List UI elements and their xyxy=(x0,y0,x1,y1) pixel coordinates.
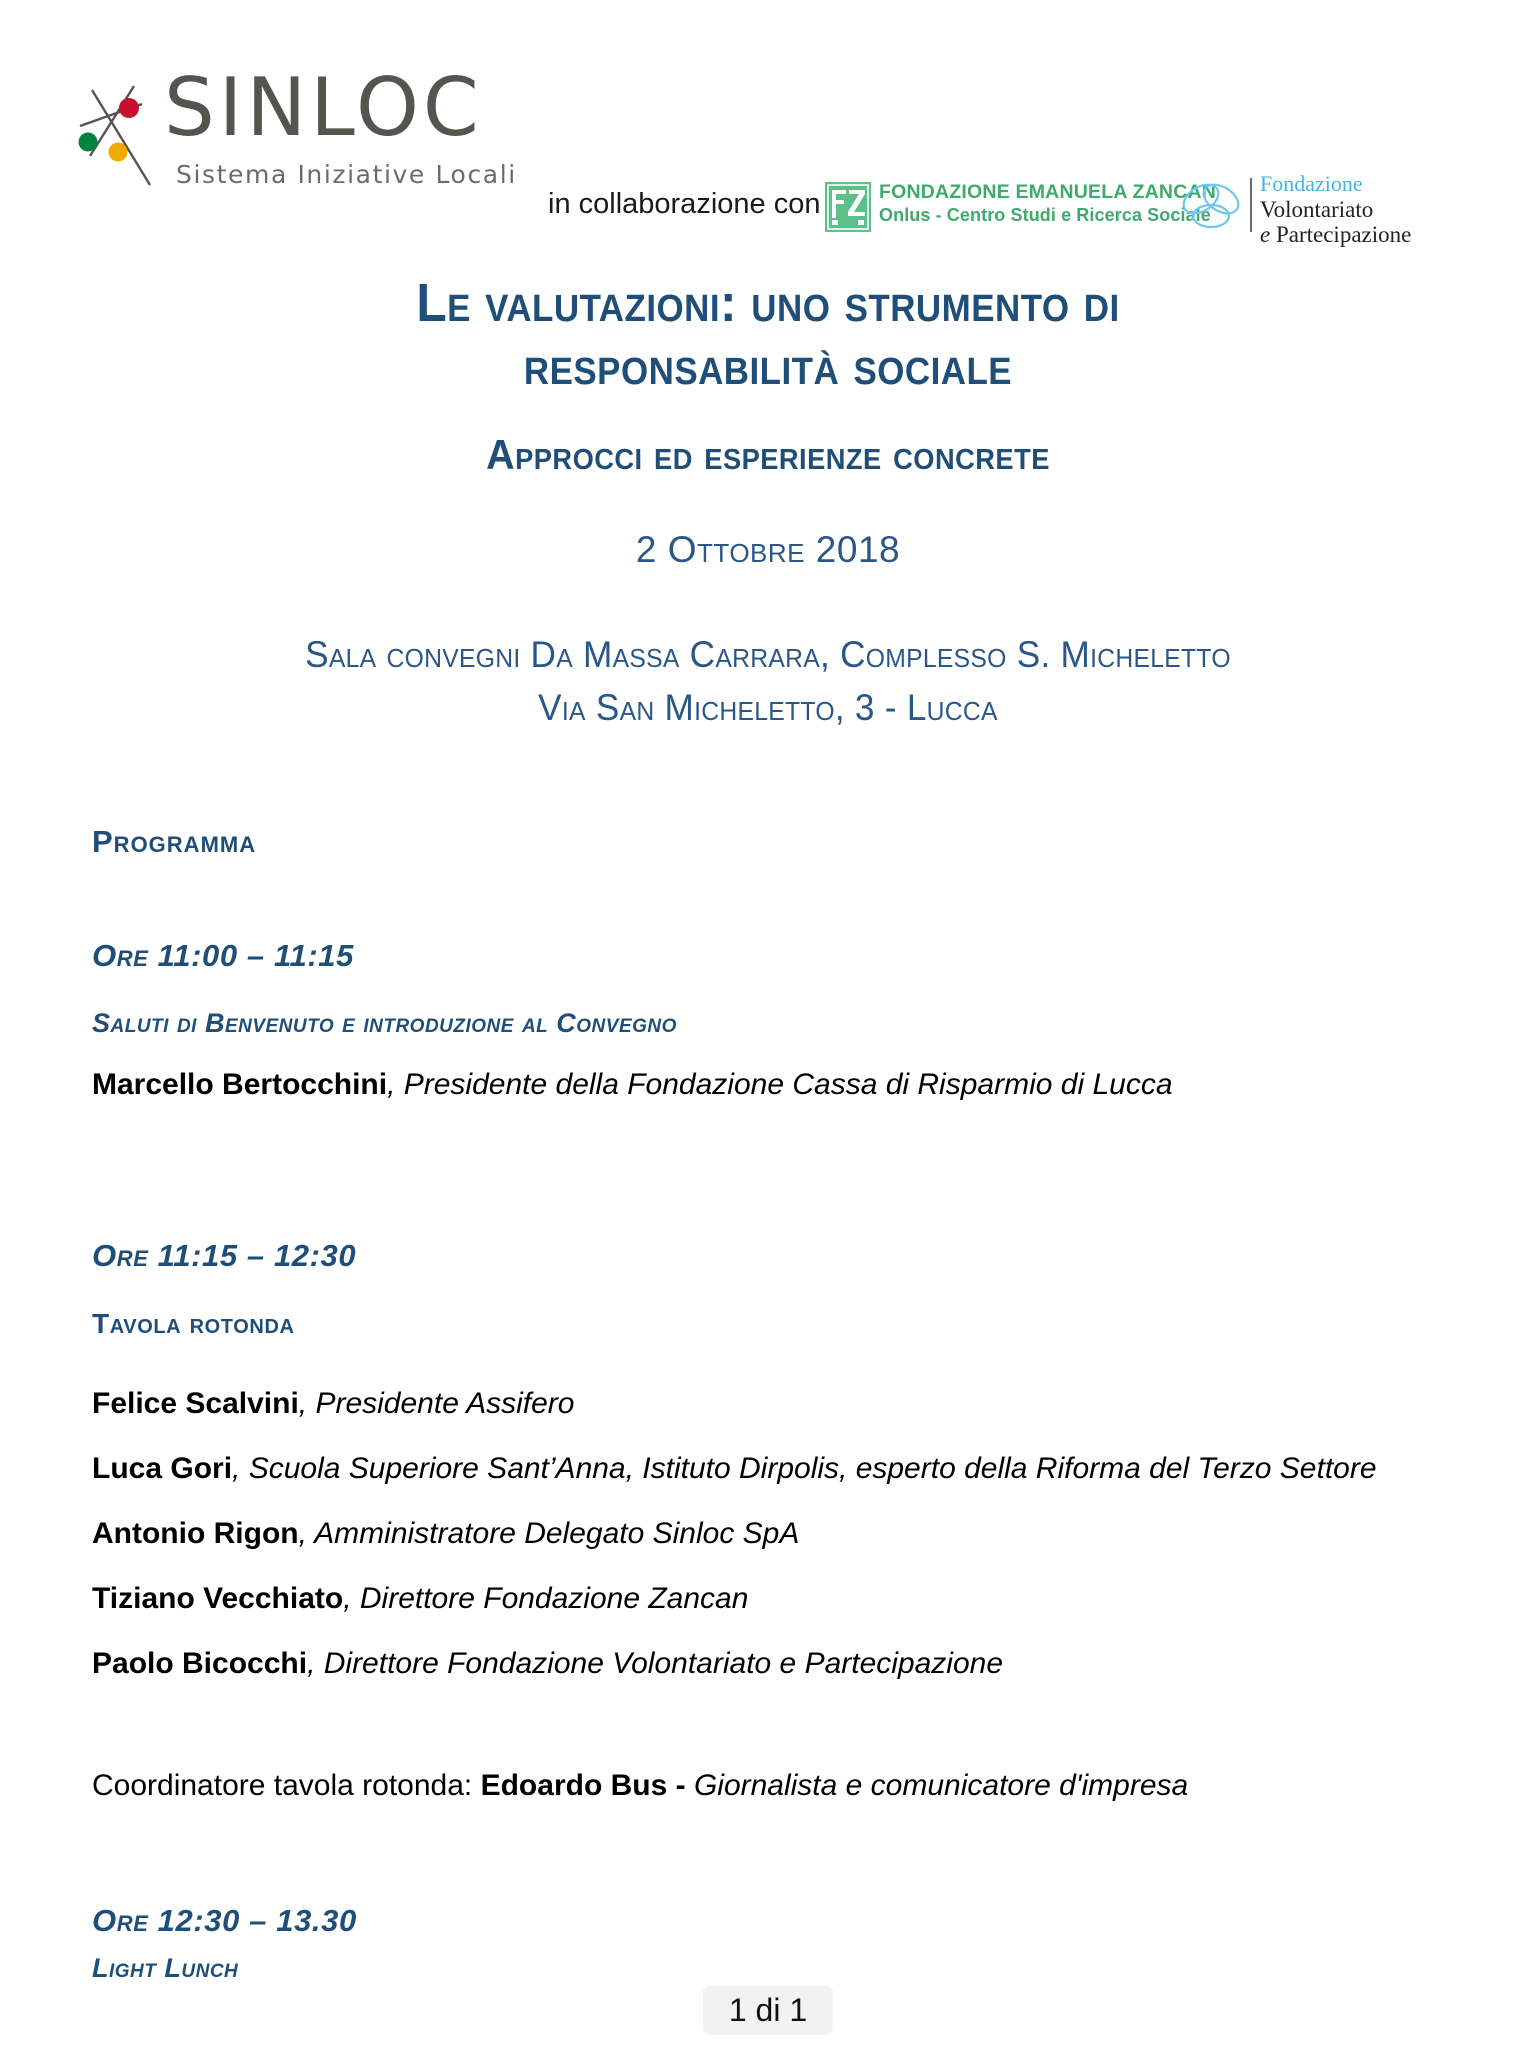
coordinator-label: Coordinatore tavola rotonda: xyxy=(92,1769,481,1802)
speaker-name: Antonio Rigon xyxy=(92,1517,299,1550)
slot-label: Light Lunch xyxy=(92,1953,239,1983)
fvp-line-3 xyxy=(1260,222,1411,248)
zancan-name: FONDAZIONE EMANUELA ZANCAN xyxy=(879,181,1217,203)
speaker-role: , Direttore Fondazione Volontariato e Partecipazione xyxy=(307,1647,1004,1680)
trefoil-knot-icon xyxy=(1178,174,1244,236)
speaker-role: , Direttore Fondazione Zancan xyxy=(343,1582,749,1615)
coordinator-role: Giornalista e comunicatore d'impresa xyxy=(693,1769,1189,1802)
slot-label: Saluti di Benvenuto e introduzione al Convegno xyxy=(92,1008,677,1038)
program-slot xyxy=(92,1238,1452,1803)
page-title-line-2: responsabilità sociale xyxy=(523,335,1013,396)
speaker-role: , Amministratore Delegato Sinloc SpA xyxy=(298,1517,800,1550)
coordinator-line xyxy=(92,1769,1452,1803)
program-heading: Programma xyxy=(92,824,257,859)
page-subtitle: Approcci ed esperienze concrete xyxy=(486,431,1050,479)
sinloc-wordmark: SINLOC xyxy=(164,61,483,154)
speaker-line xyxy=(92,1065,1452,1104)
fvp-logo-text xyxy=(1260,172,1411,248)
zancan-logo-text xyxy=(879,180,1216,228)
page-indicator: 1 di 1 xyxy=(703,1986,833,2035)
logo-divider xyxy=(1250,178,1252,232)
page-title-line-1: Le valutazioni: uno strumento di xyxy=(416,273,1120,333)
fvp-line-3-rest: Partecipazione xyxy=(1270,222,1412,248)
program-slot xyxy=(92,1903,1452,1984)
title-block xyxy=(0,272,1536,734)
page-title xyxy=(308,272,1228,397)
speaker-name: Felice Scalvini xyxy=(92,1387,299,1420)
program-section xyxy=(92,824,1452,1984)
speaker-name: Tiziano Vecchiato xyxy=(92,1582,344,1615)
speaker-role: , Scuola Superiore Sant’Anna, Istituto Dirpolis, esperto della Riforma del Terzo Settore xyxy=(232,1452,1377,1485)
speaker-name: Marcello Bertocchini xyxy=(92,1068,388,1101)
fvp-line-3-italic: e xyxy=(1260,222,1271,248)
speaker-line xyxy=(92,1449,1452,1488)
event-date: 2 Ottobre 2018 xyxy=(635,529,901,571)
slot-time: Ore 11:00 – 11:15 xyxy=(92,938,354,973)
fvp-line-1: Fondazione xyxy=(1260,171,1363,196)
sinloc-tagline: Sistema Iniziative Locali xyxy=(176,160,517,189)
venue-line-2: Via San Micheletto, 3 - Lucca xyxy=(538,686,998,728)
slot-label: Tavola rotonda xyxy=(92,1308,295,1339)
slot-time: Ore 11:15 – 12:30 xyxy=(92,1238,357,1273)
coordinator-name: Edoardo Bus - xyxy=(480,1769,694,1802)
sinloc-mark-icon xyxy=(72,82,164,187)
fondazione-volontariato-logo xyxy=(1178,171,1412,248)
slot-time: Ore 12:30 – 13.30 xyxy=(92,1903,357,1938)
venue-line-1: Sala convegni Da Massa Carrara, Complesso S. Micheletto xyxy=(305,634,1231,676)
speaker-line xyxy=(92,1514,1452,1553)
speaker-role: , Presidente Assifero xyxy=(298,1387,575,1420)
speaker-name: Paolo Bicocchi xyxy=(92,1647,308,1680)
sinloc-logo xyxy=(72,61,517,193)
event-venue xyxy=(38,629,1497,734)
speaker-line xyxy=(92,1579,1452,1618)
speaker-line xyxy=(92,1384,1452,1423)
collaboration-label: in collaborazione con xyxy=(548,188,821,220)
speaker-name: Luca Gori xyxy=(92,1452,233,1485)
speaker-role: , Presidente della Fondazione Cassa di Risparmio di Lucca xyxy=(387,1068,1173,1101)
program-slot xyxy=(92,938,1452,1104)
fondazione-zancan-logo xyxy=(825,181,1217,234)
document-header xyxy=(0,58,1536,248)
fvp-line-2: Volontariato xyxy=(1260,196,1374,222)
speaker-line xyxy=(92,1644,1452,1683)
zancan-subtitle: Onlus - Centro Studi e Ricerca Sociale xyxy=(879,205,1211,226)
zancan-mark-icon xyxy=(825,182,871,232)
